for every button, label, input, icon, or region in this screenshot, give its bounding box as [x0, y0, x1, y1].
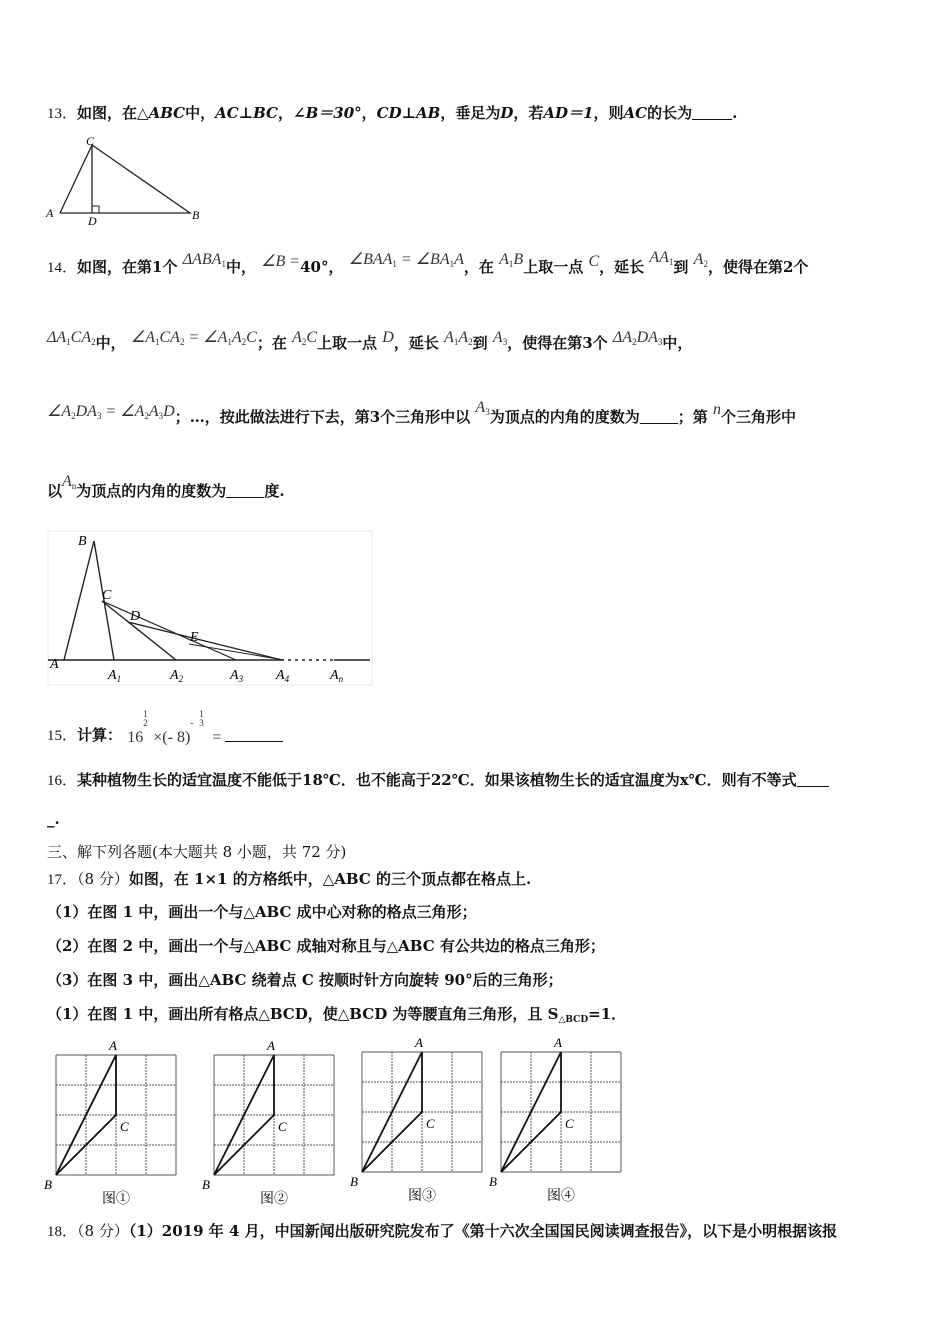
- q15-number: 15．: [47, 728, 78, 744]
- figure-caption: 图③: [408, 1189, 436, 1204]
- q14-line-4: 以$A_n$为顶点的内角的度数为 度.: [47, 473, 285, 500]
- q17-grid-figure-4: [485, 1030, 635, 1205]
- q13-label-c: C: [86, 134, 95, 148]
- q14-fig-label-a3: $A_3$: [230, 668, 244, 684]
- label-c: C: [426, 1116, 435, 1131]
- q17-part-2: （2）在图 2 中，画出一个与△ABC 成轴对称且与△ABC 有公共边的格点三角形；: [47, 937, 605, 955]
- q14-segment-a1a2: $A_1A_2$: [444, 329, 473, 347]
- label-b: B: [202, 1177, 210, 1192]
- section-3-title: 三、解下列各题(本大题共 8 小题，共 72 分): [47, 843, 347, 861]
- q14-triangles-figure: [44, 525, 374, 690]
- label-b: B: [350, 1174, 358, 1189]
- q14-fig-label-d: D: [130, 609, 141, 624]
- q17-number: 17．: [47, 872, 78, 888]
- q14-point-a3: $A_3$: [492, 329, 508, 347]
- q13-triangle-figure: [40, 133, 210, 228]
- q14-fig-label-a4: $A_4$: [276, 668, 290, 684]
- q14-fig-label-a2: $A_2$: [170, 668, 184, 684]
- q13-answer-blank[interactable]: [692, 105, 732, 120]
- q14-triangle-1: $\Delta ABA_1$: [182, 251, 226, 269]
- q14-line-2: $\Delta A_1CA_2$中， $\angle A_1CA_2$ = $\angle A_1A_2C$；在 $A_2C$上取一点 D，延长 $A_1A_2$到 $A_3$，使得在第3个 $\Delta A_2DA_3$中，: [47, 329, 693, 352]
- label-a: A: [554, 1035, 562, 1050]
- q14-angle-eq-2: $\angle A_1CA_2$ = $\angle A_1A_2C$: [130, 329, 257, 347]
- q17-grid-figure-1: [40, 1033, 190, 1208]
- figure-caption: 图②: [260, 1192, 288, 1207]
- q17-part-3: （3）在图 3 中，画出△ABC 绕着点 C 按顺时针方向旋转 90°后的三角形；: [47, 971, 563, 989]
- q14-answer-blank-1[interactable]: [640, 409, 678, 424]
- q14-angle-eq-3: $\angle A_2DA_3$ = $\angle A_2A_3D$: [47, 403, 175, 421]
- q16-text: 某种植物生长的适宜温度不能低于18℃．也不能高于22℃．如果该植物生长的适宜温度为x℃．则有不等式: [77, 771, 797, 789]
- q14-vertex-a3: $A_3$: [475, 399, 490, 417]
- q17-grid-figure-3: [346, 1030, 496, 1205]
- q13-line: 13．如图，在△ABC中，AC⊥BC，∠B＝30°，CD⊥AB，垂足为D，若AD＝1，则AC的长为 .: [47, 104, 738, 122]
- q17-grid-figure-2: [198, 1033, 348, 1208]
- q14-angle-b: ∠B =: [261, 253, 301, 270]
- q13-label-b: B: [192, 208, 200, 222]
- q14-fig-label-e: E: [190, 630, 199, 645]
- q14-segment-a2c: $A_2C$: [292, 329, 318, 347]
- q14-vertex-an: $A_n$: [62, 473, 77, 491]
- q16-line: [47, 770, 829, 791]
- q14-point-d: D: [382, 329, 394, 346]
- label-c: C: [278, 1119, 287, 1134]
- q14-segment-a1b: $A_1B$: [499, 251, 524, 269]
- label-b: B: [44, 1177, 52, 1192]
- q14-fig-label-a1: $A_1$: [108, 668, 122, 684]
- q14-fig-label-c: C: [102, 588, 112, 603]
- q17-part-1: （1）在图 1 中，画出一个与△ABC 成中心对称的格点三角形；: [47, 903, 477, 921]
- label-b: B: [489, 1174, 497, 1189]
- label-c: C: [565, 1116, 574, 1131]
- q14-fig-label-b: B: [78, 534, 87, 549]
- q13-label-d: D: [88, 214, 97, 228]
- label-a: A: [267, 1038, 275, 1053]
- q17-line: 17．（8 分）如图，在 1×1 的方格纸中，△ABC 的三个顶点都在格点上.: [47, 870, 532, 888]
- q16-answer-blank[interactable]: [797, 772, 829, 787]
- figure-caption: 图①: [102, 1192, 130, 1207]
- q18-line: 18．（8 分）（1）2019 年 4 月，中国新闻出版研究院发布了《第十六次全国国民阅读调查报告》，以下是小明根据该报: [47, 1222, 838, 1240]
- q16-number: 16．: [47, 773, 78, 789]
- q14-line-3: $\angle A_2DA_3$ = $\angle A_2A_3D$；…，按此做法进行下去，第3个三角形中以 $A_3$为顶点的内角的度数为 ；第 n个三角形中: [47, 399, 796, 426]
- q14-angle-eq-1: $\angle BAA_1$ = $\angle BA_1A$: [348, 251, 464, 269]
- figure-caption: 图④: [547, 1189, 575, 1204]
- q14-line-1: 14．如图，在第1个 $\Delta ABA_1$中， ∠B =40°， $\angle BAA_1$ = $\angle BA_1A$，在 $A_1B$上取一点 C，延长 $AA_1$到 $A_2$，使得在第2个: [47, 249, 809, 276]
- label-a: A: [109, 1038, 117, 1053]
- q14-triangle-2: $\Delta A_1CA_2$: [47, 329, 96, 347]
- q14-fig-label-a: A: [50, 657, 59, 672]
- label-c: C: [120, 1119, 129, 1134]
- q13-text: 如图，在△ABC中，AC⊥BC，∠B＝30°，CD⊥AB，垂足为D，若AD＝1，则AC的长为: [77, 104, 693, 122]
- q17-part-4: （1）在图 1 中，画出所有格点△BCD，使△BCD 为等腰直角三角形，且 $S_{\triangle BCD}=1$．: [47, 1005, 627, 1025]
- q14-number: 14．: [47, 260, 78, 276]
- q14-point-a2: $A_2$: [693, 251, 708, 269]
- q14-segment-aa1: $AA_1$: [649, 249, 674, 267]
- q15-answer-blank[interactable]: [225, 727, 283, 742]
- q13-number: 13．: [47, 106, 78, 122]
- q15-line: 15．计算： 16 1 2 ×(- 8) - 1 3 =: [47, 725, 283, 761]
- q14-n: n: [712, 401, 721, 418]
- q16-line-cont: _.: [47, 810, 60, 828]
- q18-number: 18．: [47, 1224, 78, 1240]
- q15-expression: 16 1 2 ×(- 8) - 1 3 =: [127, 709, 222, 746]
- q14-point-c: C: [588, 253, 600, 270]
- q14-triangle-3: $\Delta A_2DA_3$: [612, 329, 663, 347]
- q14-answer-blank-2[interactable]: [226, 483, 264, 498]
- q13-label-a: A: [46, 206, 54, 220]
- q14-fig-label-an: $A_n$: [330, 668, 344, 684]
- label-a: A: [415, 1035, 423, 1050]
